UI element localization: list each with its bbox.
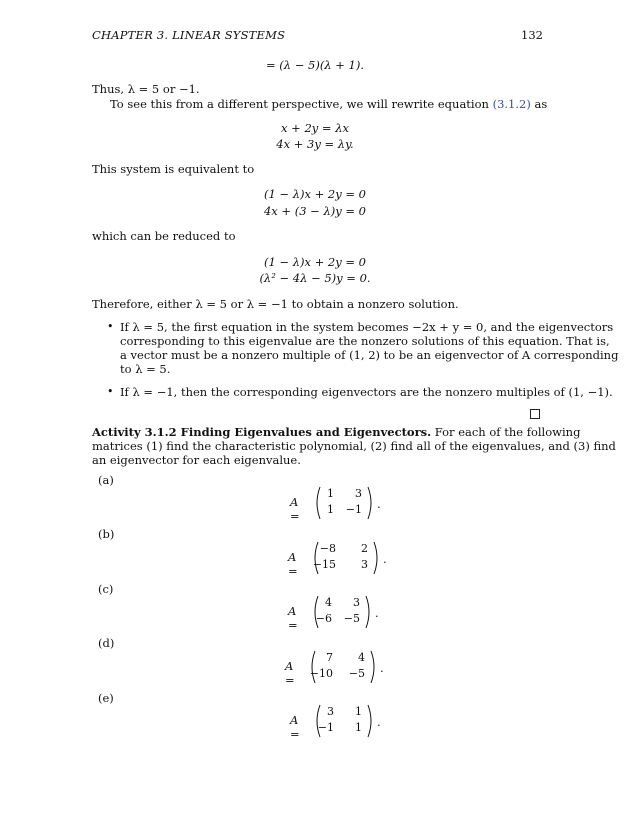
perspective-line (110, 97, 547, 111)
matrix-entry: −10 (309, 667, 333, 680)
bullet-2-text: If λ = −1, then the corresponding eigenvectors are the nonzero multiples of (1, −1). (120, 385, 613, 399)
part-label-d: (d) (98, 636, 115, 650)
right-paren (366, 704, 374, 738)
matrix-entry: 7 (326, 651, 333, 664)
system3-eq1: (1 − λ)x + 2y = 0 (263, 255, 367, 269)
matrix-entry: 1 (327, 487, 334, 500)
matrix-entry: 3 (353, 596, 360, 609)
equivalent-line: This system is equivalent to (92, 162, 255, 176)
right-paren (364, 595, 372, 629)
matrix-entry: 4 (358, 651, 365, 664)
system1-eq1: x + 2y = λx (281, 121, 349, 135)
matrix-entry: −1 (317, 721, 334, 734)
part-label-a: (a) (98, 473, 114, 487)
page-number: 132 (521, 28, 543, 42)
system1-eq2: 4x + 3y = λy. (276, 137, 354, 151)
bullet-marker: • (107, 385, 114, 398)
activity-title: Activity 3.1.2 Finding Eigenvalues and Eigenvectors. (92, 425, 432, 439)
matrix-entry: 2 (361, 542, 368, 555)
matrix-prefix: A = (288, 550, 298, 578)
matrix-prefix: A = (290, 713, 300, 741)
perspective-text-before: To see this from a different perspective, we will rewrite equation (110, 97, 493, 111)
system2-eq2: 4x + (3 − λ)y = 0 (263, 204, 367, 218)
part-label-b: (b) (98, 527, 115, 541)
equation-reference-link[interactable]: (3.1.2) (492, 97, 531, 111)
factored-polynomial: = (λ − 5)(λ + 1). (266, 58, 364, 72)
part-label-c: (c) (98, 582, 114, 596)
bullet-1-text (120, 320, 618, 376)
thus-line: Thus, λ = 5 or −1. (92, 82, 200, 96)
matrix-entry: 1 (327, 503, 334, 516)
matrix-entry: −15 (312, 558, 336, 571)
system2-eq1: (1 − λ)x + 2y = 0 (263, 187, 367, 201)
bullet-marker: • (107, 320, 114, 333)
right-paren (366, 486, 374, 520)
activity-text: For each of the following (431, 425, 581, 439)
bullet-1-line: a vector must be a nonzero multiple of (1, 2) to be an eigenvector of A corresponding (120, 348, 619, 362)
matrix-entry: 1 (355, 705, 362, 718)
right-paren (369, 650, 377, 684)
matrix-entry: −5 (348, 667, 365, 680)
matrix-prefix: A = (288, 604, 298, 632)
matrix-prefix: A = (290, 495, 300, 523)
matrix-entry: −6 (315, 612, 332, 625)
matrix-period: . (375, 606, 379, 620)
matrix-entry: −1 (345, 503, 362, 516)
right-paren (372, 541, 380, 575)
matrix-prefix: A = (285, 659, 295, 687)
running-header: CHAPTER 3. LINEAR SYSTEMS (92, 28, 286, 42)
part-label-e: (e) (98, 691, 114, 705)
matrix-entry: 4 (325, 596, 332, 609)
matrix-entry: −5 (343, 612, 360, 625)
matrix-period: . (383, 552, 387, 566)
bullet-1-line: If λ = 5, the first equation in the system becomes −2x + y = 0, and the eigenvectors (120, 320, 614, 334)
perspective-text-after: as (530, 97, 548, 111)
matrix-entry: 3 (327, 705, 334, 718)
matrix-period: . (377, 715, 381, 729)
matrix-entry: 1 (355, 721, 362, 734)
matrix-entry: 3 (361, 558, 368, 571)
therefore-line: Therefore, either λ = 5 or λ = −1 to obtain a nonzero solution. (92, 297, 459, 311)
activity-line-2: matrices (1) find the characteristic polynomial, (2) find all of the eigenvalues, and (3) find (92, 439, 616, 453)
bullet-1-line: corresponding to this eigenvalue are the nonzero solutions of this equation. That is, (120, 334, 610, 348)
reduced-line: which can be reduced to (92, 229, 236, 243)
qed-box-icon (530, 409, 540, 419)
system3-eq2: (λ² − 4λ − 5)y = 0. (259, 271, 371, 285)
matrix-period: . (377, 497, 381, 511)
matrix-period: . (380, 661, 384, 675)
bullet-1-line: to λ = 5. (120, 362, 171, 376)
matrix-entry: 3 (355, 487, 362, 500)
activity-heading (92, 425, 580, 439)
matrix-entry: −8 (319, 542, 336, 555)
activity-line-3: an eigenvector for each eigenvalue. (92, 453, 301, 467)
